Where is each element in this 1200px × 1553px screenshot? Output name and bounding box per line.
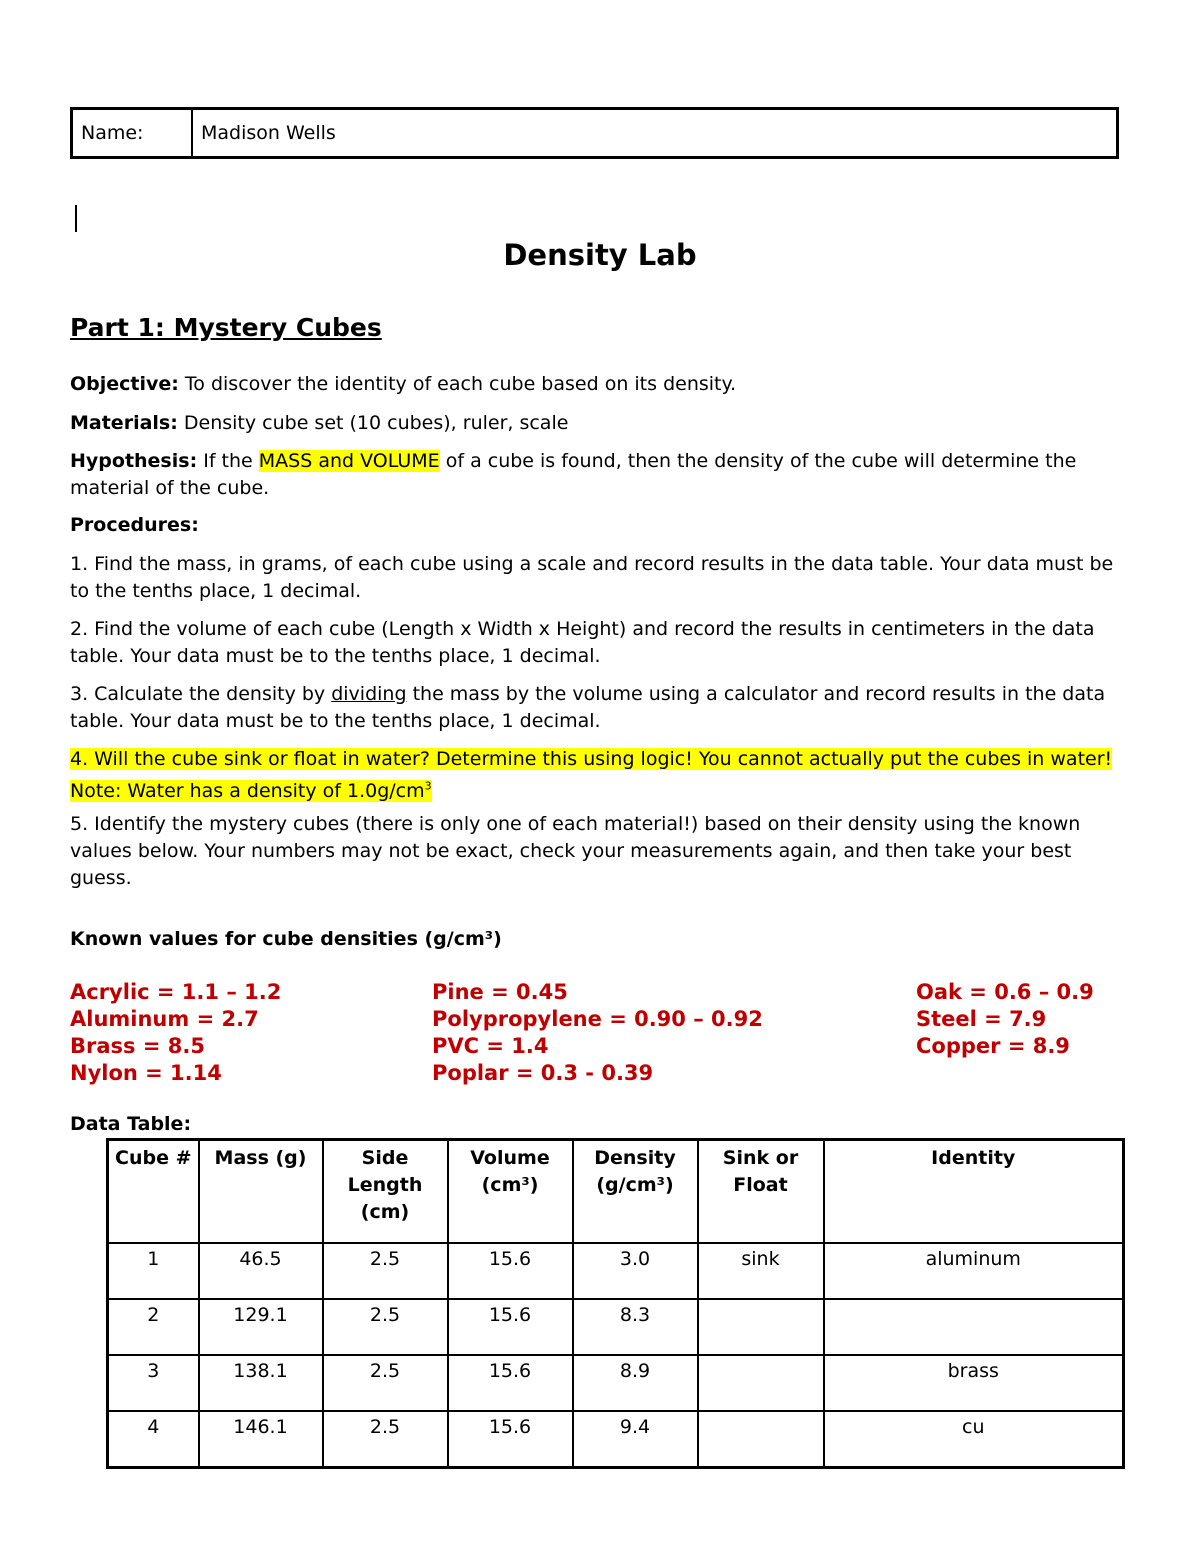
- cell-density[interactable]: 3.0: [573, 1243, 698, 1299]
- known-values-col2: [432, 979, 763, 1087]
- procedure-step-3: [70, 681, 1130, 735]
- cell-side-length[interactable]: 2.5: [323, 1411, 448, 1468]
- header-side-length: Side Length (cm): [323, 1140, 448, 1244]
- procedure-step-5: 5. Identify the mystery cubes (there is only one of each material!) based on their density using the known values below. Your numbers may not be exact, check your measurements again, and then take your best guess.: [70, 813, 1081, 889]
- cell-cube[interactable]: 4: [108, 1411, 199, 1468]
- cell-volume[interactable]: 15.6: [448, 1411, 573, 1468]
- name-table: [70, 107, 1119, 159]
- known-value-steel: Steel = 7.9: [916, 1007, 1047, 1031]
- known-value-pvc: PVC = 1.4: [432, 1034, 549, 1058]
- procedure-step-2: 2. Find the volume of each cube (Length x Width x Height) and record the results in centimeters in the data table. Your data must be to the tenths place, 1 decimal.: [70, 618, 1095, 667]
- cell-volume[interactable]: 15.6: [448, 1355, 573, 1411]
- cell-sink-float[interactable]: sink: [698, 1243, 824, 1299]
- hypothesis-highlight: MASS and VOLUME: [258, 450, 440, 472]
- cell-density[interactable]: 9.4: [573, 1411, 698, 1468]
- hypothesis-text-before: If the: [197, 450, 259, 472]
- cell-density[interactable]: 8.9: [573, 1355, 698, 1411]
- cell-identity[interactable]: aluminum: [824, 1243, 1124, 1299]
- procedure-step-1: 1. Find the mass, in grams, of each cube using a scale and record results in the data table. Your data must be to the tenths place, 1 decimal.: [70, 553, 1114, 602]
- cell-cube[interactable]: 2: [108, 1299, 199, 1355]
- procedure-step-4: [70, 746, 1130, 805]
- table-row: [108, 1355, 1124, 1411]
- table-row: [108, 1411, 1124, 1468]
- objective-text: To discover the identity of each cube based on its density.: [178, 373, 737, 395]
- text-cursor: [75, 205, 77, 232]
- header-cube: Cube #: [108, 1140, 199, 1244]
- data-table-label: Data Table:: [70, 1113, 192, 1135]
- cell-sink-float[interactable]: [698, 1299, 824, 1355]
- header-mass: Mass (g): [199, 1140, 323, 1244]
- cell-cube[interactable]: 3: [108, 1355, 199, 1411]
- data-table: [106, 1138, 1125, 1469]
- step4-line2: [70, 780, 432, 802]
- known-value-pine: Pine = 0.45: [432, 980, 568, 1004]
- name-label: Name:: [73, 110, 193, 156]
- step3-underlined: dividing: [331, 683, 407, 705]
- procedures-label: Procedures:: [70, 514, 199, 536]
- step4-line1: 4. Will the cube sink or float in water? Determine this using logic! You cannot actually put the cubes in water!: [70, 748, 1113, 770]
- hypothesis-paragraph: [70, 448, 1130, 502]
- known-value-brass: Brass = 8.5: [70, 1034, 205, 1058]
- cell-mass[interactable]: 146.1: [199, 1411, 323, 1468]
- part1-heading: Part 1: Mystery Cubes: [70, 313, 382, 342]
- known-value-oak: Oak = 0.6 – 0.9: [916, 980, 1094, 1004]
- objective-paragraph: [70, 371, 1130, 398]
- cell-side-length[interactable]: 2.5: [323, 1299, 448, 1355]
- known-value-copper: Copper = 8.9: [916, 1034, 1070, 1058]
- cell-identity[interactable]: cu: [824, 1411, 1124, 1468]
- known-value-poplar: Poplar = 0.3 - 0.39: [432, 1061, 654, 1085]
- table-row: [108, 1299, 1124, 1355]
- materials-paragraph: [70, 410, 1130, 437]
- cell-volume[interactable]: 15.6: [448, 1243, 573, 1299]
- cell-sink-float[interactable]: [698, 1355, 824, 1411]
- cell-identity[interactable]: brass: [824, 1355, 1124, 1411]
- known-values-col3: [916, 979, 1094, 1060]
- step4-note: Note: Water has a density of 1.0g/cm: [70, 780, 425, 803]
- objective-label: Objective:: [70, 373, 179, 395]
- known-values-col1: [70, 979, 281, 1087]
- cell-density[interactable]: 8.3: [573, 1299, 698, 1355]
- cell-mass[interactable]: 129.1: [199, 1299, 323, 1355]
- header-sink-float: Sink or Float: [698, 1140, 824, 1244]
- known-value-acrylic: Acrylic = 1.1 – 1.2: [70, 980, 282, 1004]
- known-value-aluminum: Aluminum = 2.7: [70, 1007, 259, 1031]
- materials-text: Density cube set (10 cubes), ruler, scale: [177, 412, 569, 434]
- cell-mass[interactable]: 46.5: [199, 1243, 323, 1299]
- cell-cube[interactable]: 1: [108, 1243, 199, 1299]
- known-value-polypropylene: Polypropylene = 0.90 – 0.92: [432, 1007, 763, 1031]
- known-values-heading: Known values for cube densities (g/cm³): [70, 928, 502, 950]
- hypothesis-text-after: of a cube is found, then the density of the cube will determine the material of the cube.: [70, 450, 1077, 499]
- cell-sink-float[interactable]: [698, 1411, 824, 1468]
- name-field[interactable]: Madison Wells: [201, 122, 336, 144]
- cell-identity[interactable]: [824, 1299, 1124, 1355]
- cell-mass[interactable]: 138.1: [199, 1355, 323, 1411]
- page-title: Density Lab: [503, 238, 697, 272]
- table-row: [108, 1243, 1124, 1299]
- step3-text-after: the mass by the volume using a calculator and record results in the data table. Your data must be to the tenths place, 1 decimal.: [70, 683, 1106, 732]
- known-value-nylon: Nylon = 1.14: [70, 1061, 222, 1085]
- hypothesis-label: Hypothesis:: [70, 450, 198, 472]
- step4-superscript: 3: [424, 780, 432, 793]
- header-volume: Volume (cm³): [448, 1140, 573, 1244]
- cell-side-length[interactable]: 2.5: [323, 1243, 448, 1299]
- materials-label: Materials:: [70, 412, 178, 434]
- table-header-row: [108, 1140, 1124, 1244]
- header-identity: Identity: [824, 1140, 1124, 1244]
- cell-volume[interactable]: 15.6: [448, 1299, 573, 1355]
- cell-side-length[interactable]: 2.5: [323, 1355, 448, 1411]
- header-density: Density (g/cm³): [573, 1140, 698, 1244]
- step3-text-before: 3. Calculate the density by: [70, 683, 332, 705]
